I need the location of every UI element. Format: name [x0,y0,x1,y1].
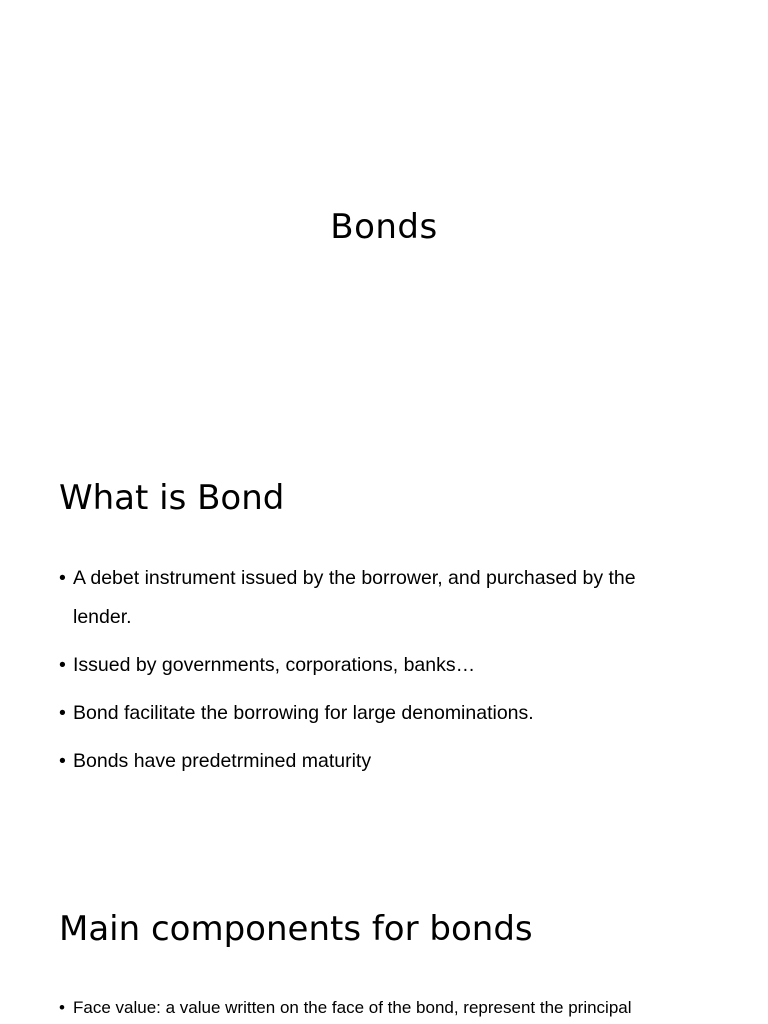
what-is-bond-bullet-list [59,559,699,790]
what-is-bond-heading: What is Bond [59,478,285,518]
bullet-item [59,742,699,781]
bullet-dot: • [59,750,66,772]
bullet-text: Bonds have predetrmined maturity [73,750,372,772]
bullet-text: A debet instrument issued by the borrower, and purchased by the lender. [73,567,636,628]
bullet-dot: • [59,998,65,1017]
bullet-dot: • [59,654,66,676]
bullet-text: Face value: a value written on the face of the bond, represent the principal [73,998,632,1017]
bullet-item [59,559,699,637]
bullet-dot: • [59,702,66,724]
main-title: Bonds [330,207,438,247]
bullet-item [59,646,699,685]
bullet-text: Bond facilitate the borrowing for large denominations. [73,702,534,724]
main-components-bullet-list [59,993,699,1024]
main-components-heading: Main components for bonds [59,909,533,949]
bullet-text: Issued by governments, corporations, banks… [73,654,476,676]
bullet-item [59,993,699,1023]
bullet-item [59,694,699,733]
title-slide [0,0,768,440]
bullet-dot: • [59,567,66,589]
